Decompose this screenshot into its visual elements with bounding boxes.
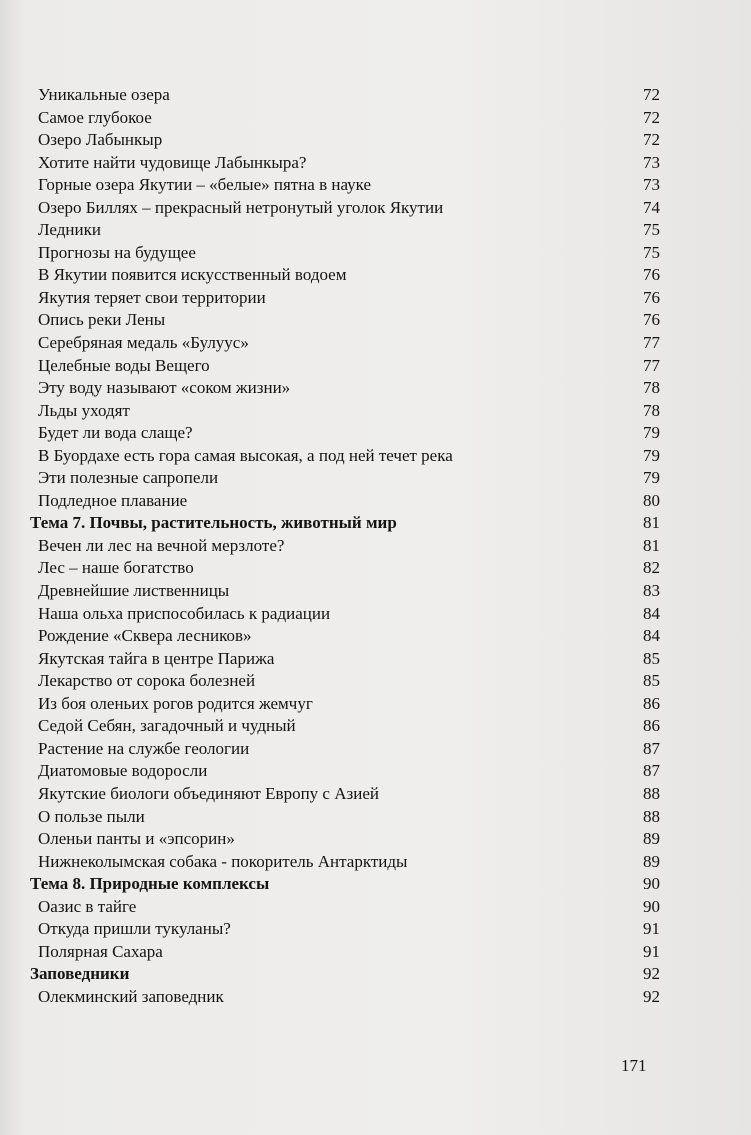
toc-entry <box>30 467 660 490</box>
toc-entry-page: 81 <box>643 513 660 533</box>
toc-entry-title: Рождение «Сквера лесников» <box>38 626 252 646</box>
toc-entry-page: 80 <box>643 490 660 510</box>
toc-entry-page: 75 <box>643 242 660 262</box>
toc-entry-title: Древнейшие лиственницы <box>38 581 230 601</box>
toc-entry-title: Самое глубокое <box>38 107 152 127</box>
toc-entry-page: 82 <box>643 558 660 578</box>
toc-entry <box>30 197 660 220</box>
toc-entry-title: Эту воду называют «соком жизни» <box>38 378 291 398</box>
toc-entry-title: Оленьи панты и «эпсорин» <box>38 829 235 849</box>
toc-entry-title: Нижнеколымская собака - покоритель Антарктиды <box>38 851 408 871</box>
toc-entry-page: 75 <box>643 220 660 240</box>
toc-entry <box>30 806 660 829</box>
toc-entry <box>30 422 660 445</box>
toc-entry-title: Будет ли вода слаще? <box>38 423 193 443</box>
toc-entry-page: 73 <box>643 152 660 172</box>
toc-entry <box>30 242 660 265</box>
toc-entry <box>30 603 660 626</box>
toc-entry-title: Откуда пришли тукуланы? <box>38 919 231 939</box>
toc-entry-page: 86 <box>643 693 660 713</box>
toc-entry <box>30 152 660 175</box>
toc-entry <box>30 918 660 941</box>
toc-entry <box>30 580 660 603</box>
toc-entry <box>30 693 660 716</box>
toc-entry <box>30 445 660 468</box>
toc-entry <box>30 941 660 964</box>
toc-entry-title: Эти полезные сапропели <box>38 468 219 488</box>
toc-entry-page: 86 <box>643 716 660 736</box>
toc-entry <box>30 783 660 806</box>
toc-entry-title: Тема 7. Почвы, растительность, животный мир <box>30 513 397 533</box>
table-of-contents <box>30 84 660 1008</box>
toc-entry-page: 79 <box>643 445 660 465</box>
toc-entry-title: Целебные воды Вещего <box>38 355 210 375</box>
toc-entry-page: 76 <box>643 287 660 307</box>
toc-entry-title: Якутия теряет свои территории <box>38 287 266 307</box>
toc-entry-page: 92 <box>643 986 660 1006</box>
toc-entry <box>30 851 660 874</box>
toc-entry-title: Растение на службе геологии <box>38 738 250 758</box>
toc-entry-page: 85 <box>643 648 660 668</box>
toc-entry-title: Из боя оленьих рогов родится жемчуг <box>38 693 313 713</box>
toc-entry-page: 76 <box>643 265 660 285</box>
toc-entry <box>30 332 660 355</box>
toc-entry <box>30 896 660 919</box>
toc-entry-title: Вечен ли лес на вечной мерзлоте? <box>38 535 285 555</box>
toc-entry <box>30 107 660 130</box>
toc-entry-title: Опись реки Лены <box>38 310 166 330</box>
toc-entry-page: 79 <box>643 423 660 443</box>
toc-entry-title: Подледное плавание <box>38 490 188 510</box>
toc-entry-page: 90 <box>643 874 660 894</box>
toc-entry-page: 88 <box>643 806 660 826</box>
toc-entry-page: 78 <box>643 378 660 398</box>
toc-entry-page: 87 <box>643 738 660 758</box>
toc-entry-title: О пользе пыли <box>38 806 145 826</box>
toc-entry-title: Олекминский заповедник <box>38 986 224 1006</box>
toc-entry-title: Лес – наше богатство <box>38 558 194 578</box>
toc-entry-title: В Якутии появится искусственный водоем <box>38 265 347 285</box>
toc-entry-title: В Буордахе есть гора самая высокая, а под ней течет река <box>38 445 453 465</box>
toc-entry-page: 77 <box>643 333 660 353</box>
toc-entry <box>30 557 660 580</box>
toc-entry-page: 79 <box>643 468 660 488</box>
toc-entry <box>30 264 660 287</box>
toc-entry <box>30 219 660 242</box>
toc-entry <box>30 490 660 513</box>
toc-entry-title: Льды уходят <box>38 400 130 420</box>
toc-section-heading <box>30 963 660 986</box>
toc-entry-page: 87 <box>643 761 660 781</box>
toc-entry <box>30 377 660 400</box>
toc-entry <box>30 715 660 738</box>
toc-entry-page: 72 <box>643 130 660 150</box>
toc-entry-title: Лекарство от сорока болезней <box>38 671 256 691</box>
toc-entry <box>30 84 660 107</box>
toc-entry <box>30 129 660 152</box>
toc-entry <box>30 738 660 761</box>
toc-entry-page: 89 <box>643 829 660 849</box>
toc-entry <box>30 828 660 851</box>
toc-entry-page: 89 <box>643 851 660 871</box>
toc-entry-page: 91 <box>643 919 660 939</box>
toc-entry-title: Якутская тайга в центре Парижа <box>38 648 275 668</box>
toc-entry-page: 83 <box>643 581 660 601</box>
toc-entry <box>30 400 660 423</box>
toc-entry-title: Озеро Биллях – прекрасный нетронутый уголок Якутии <box>38 197 444 217</box>
toc-entry <box>30 535 660 558</box>
toc-entry-page: 84 <box>643 603 660 623</box>
toc-entry-page: 92 <box>643 964 660 984</box>
toc-entry-title: Якутские биологи объединяют Европу с Азией <box>38 783 379 803</box>
toc-entry <box>30 648 660 671</box>
toc-entry-page: 81 <box>643 535 660 555</box>
toc-entry-page: 90 <box>643 896 660 916</box>
toc-entry-page: 88 <box>643 783 660 803</box>
toc-entry-page: 72 <box>643 85 660 104</box>
toc-entry <box>30 355 660 378</box>
toc-entry-title: Заповедники <box>30 964 130 984</box>
toc-entry-page: 84 <box>643 626 660 646</box>
toc-entry-page: 85 <box>643 671 660 691</box>
page-number: 171 <box>621 1056 647 1075</box>
toc-entry-title: Тема 8. Природные комплексы <box>30 874 270 894</box>
toc-entry-title: Оазис в тайге <box>38 896 137 916</box>
toc-entry-page: 78 <box>643 400 660 420</box>
toc-section-heading <box>30 873 660 896</box>
toc-entry-title: Наша ольха приспособилась к радиации <box>38 603 331 623</box>
toc-entry <box>30 174 660 197</box>
toc-entry-title: Серебряная медаль «Булуус» <box>38 333 249 353</box>
toc-entry <box>30 760 660 783</box>
toc-entry-page: 73 <box>643 175 660 195</box>
toc-entry-title: Хотите найти чудовище Лабынкыра? <box>38 152 307 172</box>
toc-entry-title: Ледники <box>38 220 101 240</box>
toc-entry-title: Диатомовые водоросли <box>38 761 208 781</box>
toc-entry <box>30 309 660 332</box>
toc-entry-title: Полярная Сахара <box>38 941 163 961</box>
toc-entry <box>30 625 660 648</box>
toc-entry-title: Озеро Лабынкыр <box>38 130 163 150</box>
toc-entry-page: 74 <box>643 197 660 217</box>
toc-entry <box>30 986 660 1009</box>
toc-entry-page: 76 <box>643 310 660 330</box>
toc-entry-title: Горные озера Якутии – «белые» пятна в науке <box>38 175 372 195</box>
toc-entry-page: 77 <box>643 355 660 375</box>
toc-entry-page: 72 <box>643 107 660 127</box>
toc-entry-title: Уникальные озера <box>38 85 170 104</box>
toc-entry-title: Седой Себян, загадочный и чудный <box>38 716 296 736</box>
toc-section-heading <box>30 512 660 535</box>
toc-entry <box>30 670 660 693</box>
toc-entry-page: 91 <box>643 941 660 961</box>
toc-entry <box>30 287 660 310</box>
toc-entry-title: Прогнозы на будущее <box>38 242 196 262</box>
